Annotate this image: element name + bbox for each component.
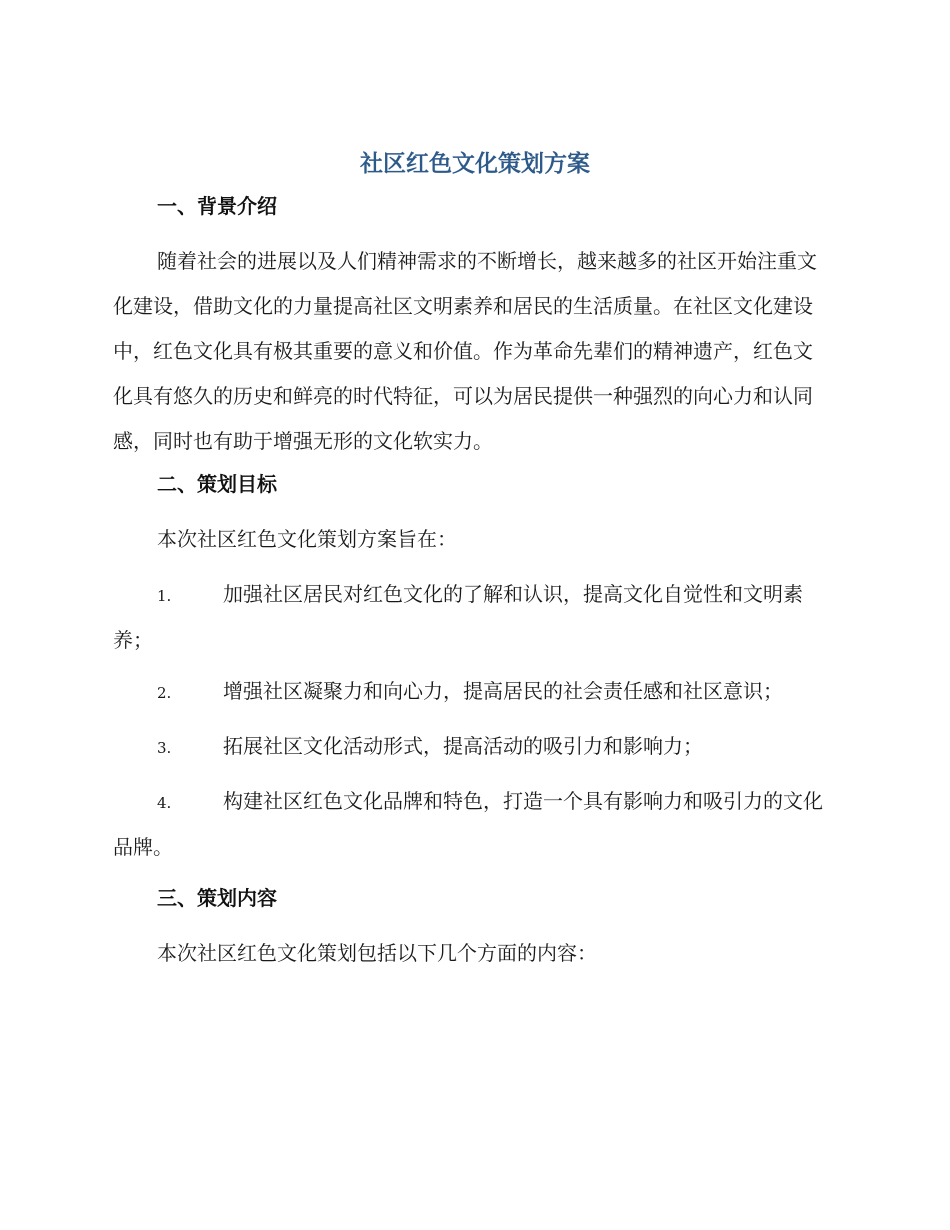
goals-intro: 本次社区红色文化策划方案旨在：: [157, 527, 457, 551]
goal-item-2: [113, 669, 830, 715]
section-heading-content: 三、策划内容: [157, 886, 277, 910]
content-intro: 本次社区红色文化策划包括以下几个方面的内容：: [157, 941, 597, 965]
background-paragraph: 随着社会的进展以及人们精神需求的不断增长，越来越多的社区开始注重文化建设，借助文化的力量提高社区文明素养和居民的生活质量。在社区文化建设中，红色文化具有极其重要的意义和价值。作为革命先辈们的精神遗产，红色文化具有悠久的历史和鲜亮的时代特征，可以为居民提供一种强烈的向心力和认同感，同时也有助于增强无形的文化软实力。: [113, 249, 817, 453]
section-heading-goals: 二、策划目标: [157, 472, 277, 496]
goal-item-4: [113, 779, 830, 869]
goal-item-number: 4.: [157, 794, 172, 812]
goal-item-number: 3.: [157, 739, 172, 757]
section-heading-background: 一、背景介绍: [157, 194, 277, 218]
goal-item-number: 2.: [157, 684, 172, 702]
goal-item-number: 1.: [157, 587, 172, 605]
goal-item-text: 构建社区红色文化品牌和特色，打造一个具有影响力和吸引力的文化品牌。: [113, 789, 823, 859]
goal-item-1: [113, 572, 830, 662]
goal-item-text: 拓展社区文化活动形式，提高活动的吸引力和影响力；: [223, 734, 703, 758]
goal-item-3: [113, 724, 830, 770]
document-title: 社区红色文化策划方案: [360, 151, 590, 177]
goal-item-text: 增强社区凝聚力和向心力，提高居民的社会责任感和社区意识；: [223, 679, 783, 703]
goal-item-text: 加强社区居民对红色文化的了解和认识，提高文化自觉性和文明素养；: [113, 582, 803, 652]
